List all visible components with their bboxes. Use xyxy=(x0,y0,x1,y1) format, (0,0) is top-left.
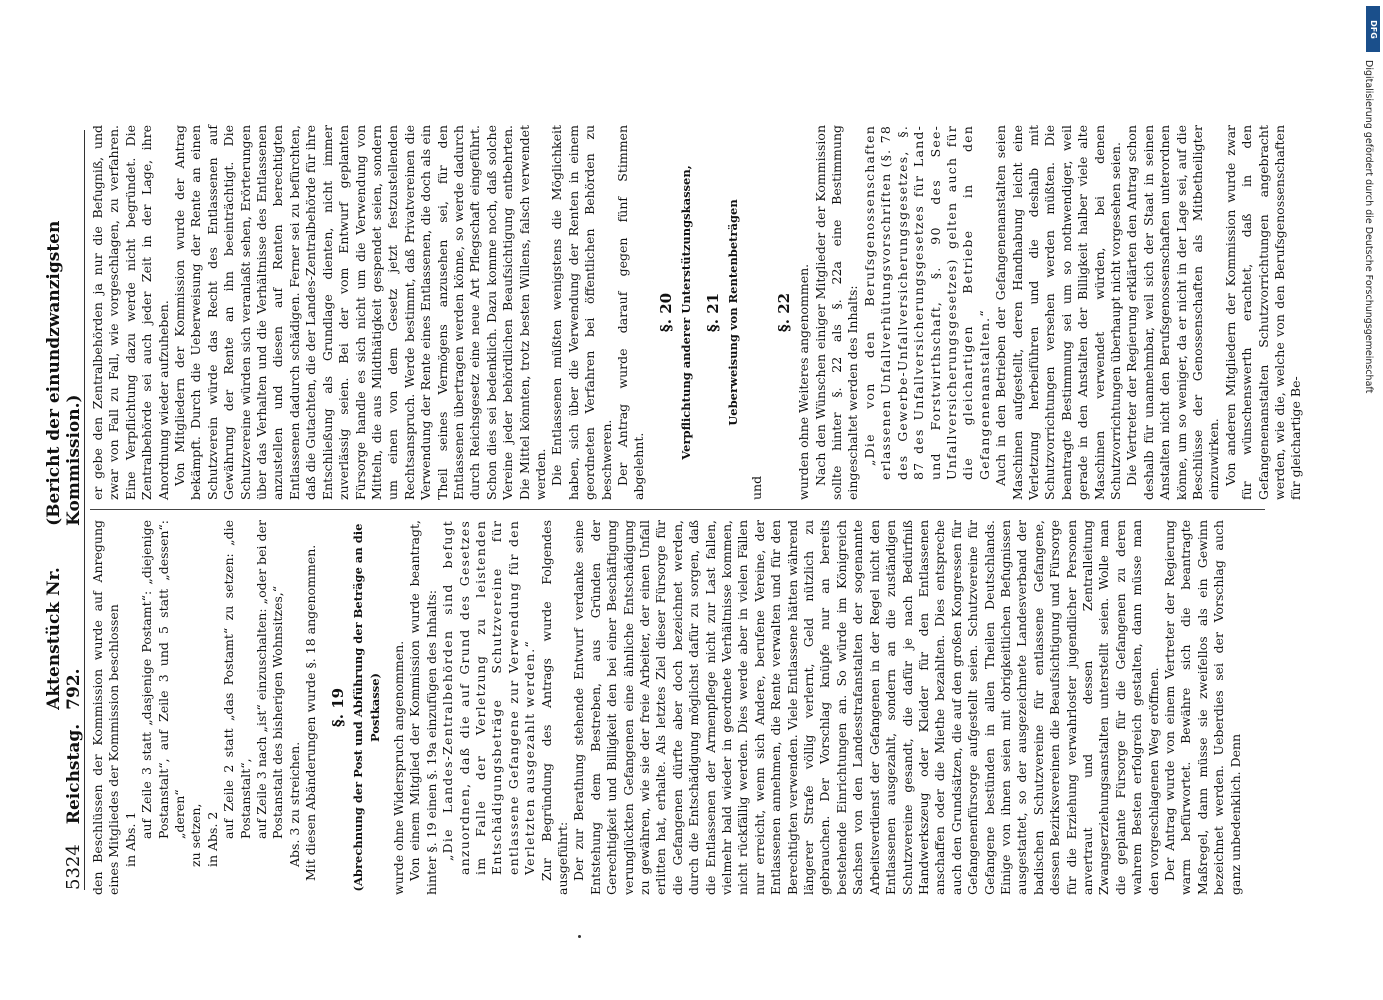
text-paragraph: Nach den Wünschen einiger Mitglieder der Kommission sollte hinter §. 22 als §. 22a eine Bestimmung eingeschaltet werden des Inhalts: xyxy=(812,125,861,500)
header-left-title: Reichstag. xyxy=(64,723,84,825)
text-paragraph: auf Zeile 2 statt „das Postamt“ zu setzen: „die Postanstalt“, xyxy=(221,520,253,839)
text-paragraph: den Beschlüssen der Kommission wurde auf Anregung eines Mitgliedes der Kommission beschlossen xyxy=(90,520,122,895)
paragraph-heading: §. 22 xyxy=(774,292,793,333)
section-subtitle: Verpflichtung anderer Unterstützungskassen, xyxy=(679,165,694,460)
text-paragraph: in Abs. 1 xyxy=(122,811,138,867)
text-paragraph: auf Zeile 3 statt „dasjenige Postamt“: „diejenige Postanstalt“, auf Zeile 3 und 5 statt „dessen“: „deren“ xyxy=(139,520,188,839)
header-report-title: (Bericht der einundzwanzigsten Kommission.) xyxy=(44,220,84,526)
text-paragraph: „Die Landes-Zentralbehörden sind befugt anzuordnen, daß die auf Grund des Gesetzes im Falle der Verletzung zu leistenden Entschädigungsbeträge Schutzvereine für entlassene Gefangene zur Verwendung für den Verletzten ausgezahlt werden.“ xyxy=(440,520,538,875)
text-paragraph: Abs. 3 zu streichen. xyxy=(286,741,302,867)
right-column xyxy=(90,125,1304,500)
text-paragraph: Von anderen Mitgliedern der Kommission wurde zwar für wünschenswerth erachtet, daß in den Gefangenenanstalten Schutzvorrichtungen angebracht werden, wie die, welche von den Berufsgenossenschaften für gleichartige Be- xyxy=(1222,125,1304,500)
text-paragraph: Von Mitgliedern der Kommission wurde der Antrag bekämpft. Durch die Ueberweisung der Rente an einen Schutzverein würde das Recht des Entlassenen auf Gewährung der Rente an ihn beeinträchtigt. Die Schutzvereine würden sich veranlaßt sehen, Erörterungen über das Verhalten und die Verhältnisse des Entlassenen anzustellen und diesen auf Renten berechtigten Entlassenen dadurch schädigen. Ferner sei zu befürchten, daß die Gutachten, die der Landes-Zentralbehörde für ihre Entschließung als Grundlage dienten, nicht immer zuverlässig seien. Bei der vom Entwurf geplanten Fürsorge handle es sich nicht um die Verwendung von Mitteln, die aus Mildthätigkeit gespendet seien, sondern um einen von dem Gesetz jetzt festzustellenden Rechtsanspruch. Werde bestimmt, daß Privatvereinen die Verwendung der Rente eines Entlassenen, die doch als ein Theil seines Vermögens anzusehen sei, für den Entlassenen übertragen werden könne, so werde dadurch durch Reichsgesetz eine neue Art Pflegschaft eingeführt. Schon dies sei bedenklich. Dazu komme noch, daß solche Vereine jeder behördlichen Beaufsichtigung entbehrten. Die Mittel könnten, trotz besten Willens, falsch verwendet werden. xyxy=(172,125,548,500)
text-paragraph: Die Entlassenen müßten wenigstens die Möglichkeit haben, sich über die Verwendung der Renten in einem geordneten Verfahren bei öffentlichen Behörden zu beschweren. xyxy=(549,125,614,500)
text-paragraph: er gebe den Zentralbehörden ja nur die Befugniß, und zwar von Fall zu Fall, wie vorgeschlagen, zu verfahren. Eine Verpflichtung dazu werde nicht begründet. Die Zentralbehörde sei auch jeder Zeit in der Lage, ihre Anordnung wieder aufzuheben. xyxy=(90,125,171,500)
text-paragraph: Zur Begründung des Antrags wurde Folgendes ausgeführt: xyxy=(538,520,570,895)
digitization-note: Digitalisierung gefördert durch die Deutsche Forschungsgemeinschaft xyxy=(1363,60,1374,394)
text-paragraph: Von einem Mitglied der Kommission wurde beantragt, hinter §. 19 einen §. 19a einzufügen des Inhalts: xyxy=(407,520,439,895)
dfg-logo: DFG xyxy=(1366,6,1380,52)
text-paragraph: in Abs. 2 xyxy=(204,811,220,867)
column-divider xyxy=(90,509,1265,510)
left-column xyxy=(90,520,1270,895)
text-paragraph: zu setzen, xyxy=(188,803,204,867)
text-paragraph: Der Antrag wurde darauf gegen fünf Stimmen abgelehnt. xyxy=(615,125,647,500)
text-paragraph: wurden ohne Weiteres angenommen. xyxy=(796,263,812,500)
page-header xyxy=(44,130,85,890)
text-paragraph: Mit diesen Abänderungen wurde §. 18 angenommen. xyxy=(303,544,319,881)
paragraph-heading: §. 19 xyxy=(328,687,347,728)
text-paragraph: Der zur Berathung stehende Entwurf verdanke seine Entstehung dem Bestreben, aus Gründen der Gerechtigkeit und Billigkeit den bei einer Beschäftigung verunglückten Gefangenen eine ähnliche Entschädigung zu gewähren, wie sie der freie Arbeiter, der einen Unfall erlitten hat, erhalte. Als letztes Ziel dieser Fürsorge für die Gefangenen dürfte aber doch bezeichnet werden, durch die Entschädigung möglichst dafür zu sorgen, daß die Entlassenen der Armenpflege nicht zur Last fallen, vielmehr bald wieder in geordnete Verhältnisse kommen, nicht rückfällig werden. Dies werde aber in vielen Fällen nur erreicht, wenn sich Andere, berufene Vereine, der Entlassenen annehmen, die Rente verwalten und für den Berechtigten verwenden. Viele Entlassene hätten während längerer Strafe völlig verlernt, Geld nützlich zu gebrauchen. Der Vorschlag knüpfe nur an bereits bestehende Einrichtungen an. So würde im Königreich Sachsen von den Landesstrafanstalten der sogenannte Arbeitsverdienst der Gefangenen in der Regel nicht den Entlassenen ausgezahlt, sondern an die zuständigen Schutzvereine gesandt, die dafür je nach Bedürfniß Handwerkszeug oder Kleider für den Entlassenen anschaffen oder die Miethe bezahlten. Dies entspreche auch den Grundsätzen, die auf den großen Kongressen für Gefangenenfürsorge aufgestellt seien. Schutzvereine für Gefangene bestünden in allen Theilen Deutschlands. Einige von ihnen seien mit obrigkeitlichen Befugnissen ausgestattet, so der ausgezeichnete Landesverband der badischen Schutzvereine für entlassene Gefangene, dessen Bezirksvereinen die Beaufsichtigung und Fürsorge für die Erziehung verwahrloster jugendlicher Personen anvertraut und dessen Zentralleitung Zwangserziehungsanstalten unterstellt seien. Wolle man die geplante Fürsorge für die Gefangenen zu deren wahrem Besten erfolgreich gestalten, dann müsse man den vorgeschlagenen Weg eröffnen. xyxy=(571,520,1161,895)
page-number: 5324 xyxy=(63,844,84,890)
document-page xyxy=(0,100,1373,1000)
header-doc-ref: Aktenstück Nr. 792. xyxy=(44,567,84,710)
text-paragraph: wurde ohne Widerspruch angenommen. xyxy=(390,640,406,895)
paragraph-heading: §. 21 xyxy=(703,292,722,333)
paragraph-heading: §. 20 xyxy=(656,292,675,333)
text-paragraph: auf Zeile 3 nach „ist“ einzuschalten: „oder bei der Postanstalt des bisherigen Wohnsitzes,“ xyxy=(254,520,286,839)
text-paragraph: „Die von den Berufsgenossenschaften erlassenen Unfallverhütungsvorschriften (§. 78 des Gewerbe-Unfallversicherungsgesetzes, §. 87 des Unfallversicherungsgesetzes für Land- und Forstwirthschaft, §. 90 des See-Unfallversicherungsgesetzes) gelten auch für die gleichartigen Betriebe in den Gefangenenanstalten.“ xyxy=(861,125,992,480)
text-paragraph: Der Antrag wurde von einem Vertreter der Regierung warm befürwortet. Bewähre sich die beantragte Maßregel, dann müsse sie zweifellos als ein Gewinn bezeichnet werden. Ueberdies sei der Vorschlag auch ganz unbedenklich. Denn xyxy=(1162,520,1243,895)
text-paragraph: Auch in den Betrieben der Gefangenenanstalten seien Maschinen aufgestellt, deren Handhabung leicht eine Verletzung herbeiführen und die deshalb mit Schutzvorrichtungen versehen werden müßten. Die beantragte Bestimmung sei um so nothwendiger, weil gerade in den Anstalten der Billigkeit halber viele alte Maschinen verwendet würden, bei denen Schutzvorrichtungen überhaupt nicht vorgesehen seien. xyxy=(993,125,1123,500)
section-subtitle: Ueberweisung von Rentenbeträgen xyxy=(726,199,741,426)
section-subtitle: (Abrechnung der Post und Abführung der Beträge an die Postkasse) xyxy=(351,523,382,892)
text-paragraph: Die Vertreter der Regierung erklärten den Antrag schon deshalb für unannehmbar, weil sich der Staat in seinen Anstalten nicht den Berufsgenossenschaften unterordnen könne, um so weniger, da er nicht in der Lage sei, auf die Beschlüsse der Genossenschaften als Mitbetheiligter einzuwirken. xyxy=(1124,125,1222,500)
text-paragraph: und xyxy=(749,475,765,500)
